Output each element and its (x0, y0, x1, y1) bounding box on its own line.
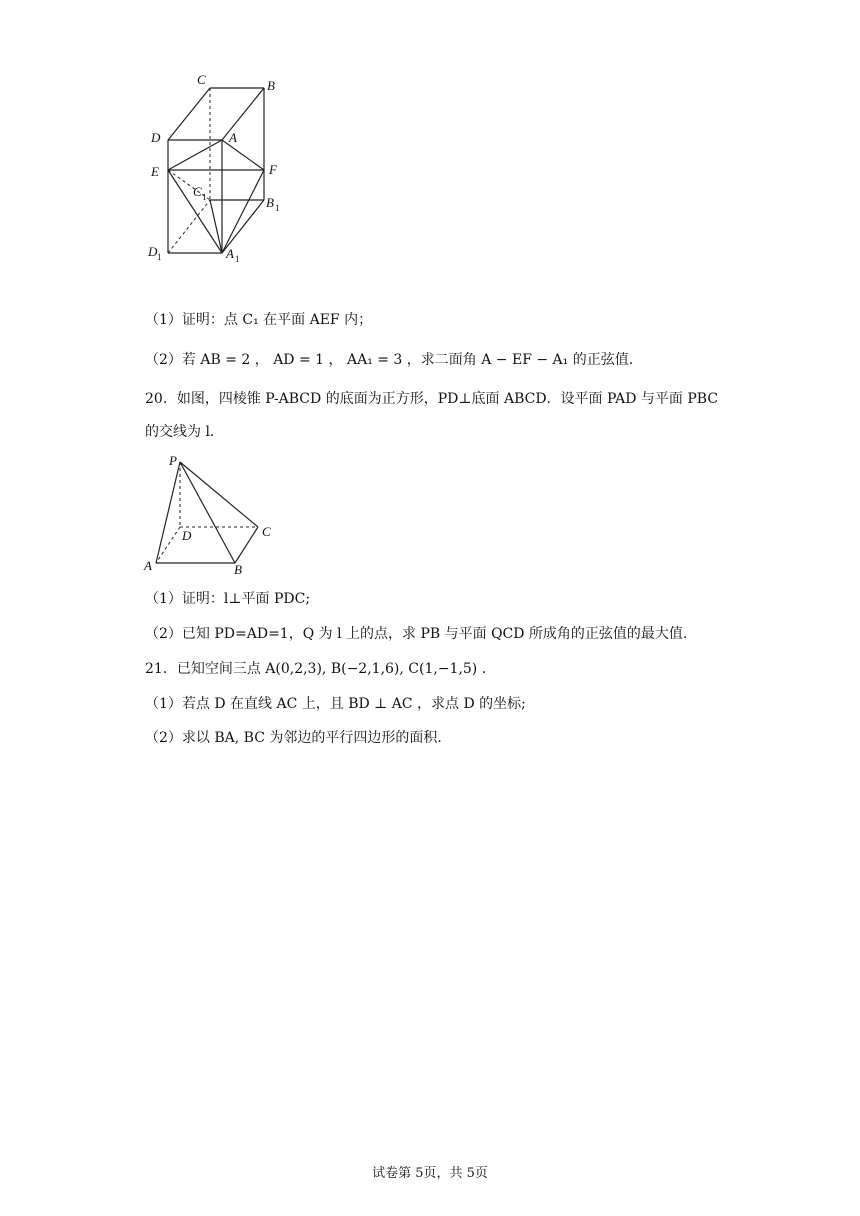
q19-part1: （1）证明：点 C₁ 在平面 AEF 内； (145, 312, 373, 328)
label-D: D (182, 528, 192, 543)
prism-figure (140, 70, 300, 270)
q19-part2: （2）若 AB = 2 ， AD = 1 ， AA₁ = 3 ，求二面角 A − EF − A₁ 的正弦值. (145, 352, 634, 368)
q20-stem-line2: 的交线为 l. (145, 424, 215, 440)
q21-part2: （2）求以 BA, BC 为邻边的平行四边形的面积. (145, 730, 442, 746)
label-C1-sub: 1 (202, 192, 207, 202)
label-A: A (144, 558, 152, 573)
q20-part2: （2）已知 PD=AD=1，Q 为 l 上的点，求 PB 与平面 QCD 所成角的正弦值的最大值. (145, 626, 688, 642)
label-F: F (269, 162, 277, 177)
label-D1: D (148, 244, 158, 259)
label-D: D (151, 130, 161, 145)
label-D1-sub: 1 (157, 252, 162, 262)
label-B: B (267, 78, 275, 93)
label-P: P (169, 453, 177, 468)
label-A1-sub: 1 (235, 254, 240, 264)
q21-stem: 21．已知空间三点 A(0,2,3), B(−2,1,6), C(1,−1,5) . (145, 661, 487, 677)
label-B1-sub: 1 (275, 203, 280, 213)
pyramid-figure (140, 450, 290, 580)
q20-part1: （1）证明：l⊥平面 PDC; (145, 591, 311, 607)
page-footer: 试卷第 5页，共 5页 (372, 1166, 488, 1181)
label-C: C (262, 524, 271, 539)
label-C: C (197, 72, 206, 87)
label-A1: A (226, 246, 234, 261)
q20-stem-line1: 20．如图，四棱锥 P-ABCD 的底面为正方形，PD⊥底面 ABCD．设平面 PAD 与平面 PBC (145, 391, 719, 407)
label-A: A (229, 130, 237, 145)
label-E: E (151, 164, 159, 179)
label-B: B (234, 562, 242, 577)
q21-part1: （1）若点 D 在直线 AC 上，且 BD ⊥ AC ，求点 D 的坐标; (145, 696, 526, 712)
label-C1: C (193, 184, 202, 199)
label-B1: B (266, 195, 274, 210)
